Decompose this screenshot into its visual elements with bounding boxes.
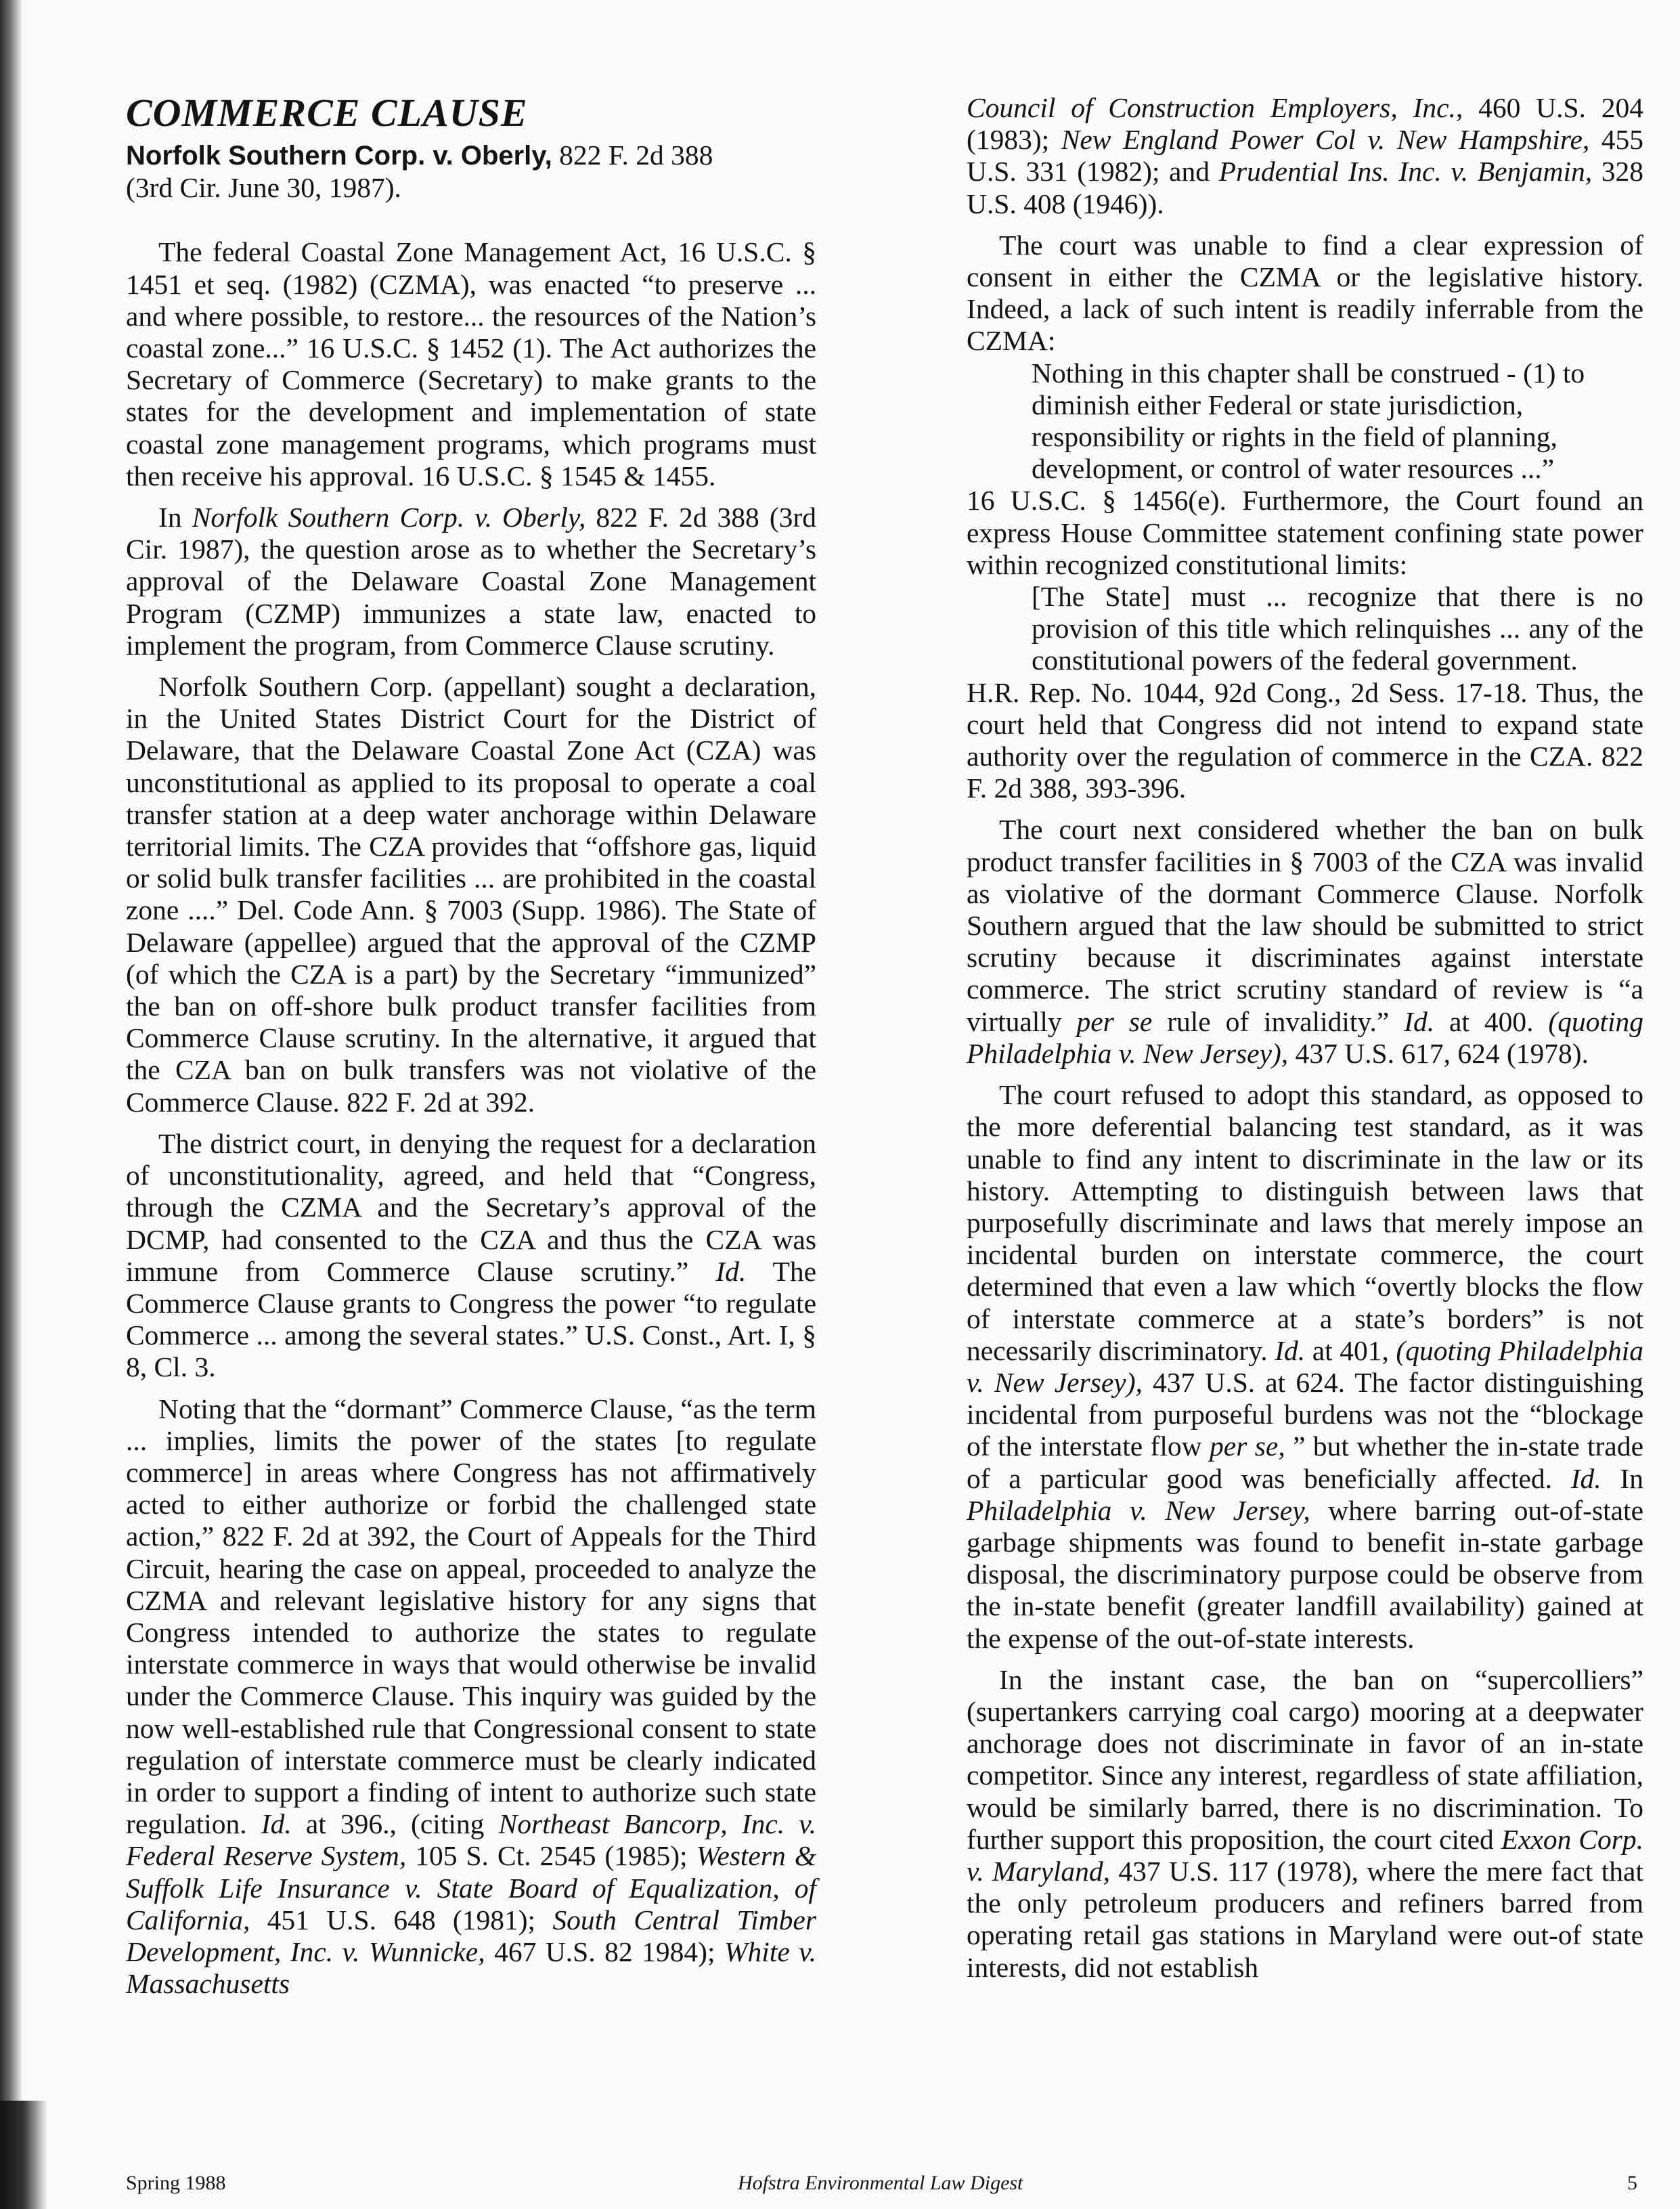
left-paragraph-5: Noting that the “dormant” Commerce Clause, “as the term ... implies, limits the power of the states [to regulate commerce] in areas where Congress has not affirmatively acted to either authorize or forbid the challenged state action,” 822 F. 2d at 392, the Court of Appeals for the Third Circuit, hearing the case on appeal, proceeded to analyze the CZMA and relevant legislative history for any signs that Congress intended to authorize the states to regulate interstate commerce in ways that would otherwise be invalid under the Commerce Clause. This inquiry was guided by the now well-established rule that Congressional consent to state regulation of interstate commerce must be clearly indicated in order to support a finding of intent to authorize such state regulation. Id. at 396., (citing Northeast Bancorp, Inc. v. Federal Reserve System, 105 S. Ct. 2545 (1985); Western & Suffolk Life Insurance v. State Board of Equalization, of California, 451 U.S. 648 (1981); South Central Timber Development, Inc. v. Wunnicke, 467 U.S. 82 1984); White v. Massachusetts bbox=[126, 1393, 817, 2000]
right-paragraph-3: 16 U.S.C. § 1456(e). Furthermore, the Court found an express House Committee statement confining state power within recognized constitutional limits: bbox=[967, 485, 1643, 580]
left-paragraph-4: The district court, in denying the request for a declaration of unconstitutionality, agreed, and held that “Congress, through the CZMA and the Secretary’s approval of the DCMP, had consented to the CZA and thus the CZA was immune from Commerce Clause scrutiny.” Id. The Commerce Clause grants to Congress the power “to regulate Commerce ... among the several states.” U.S. Const., Art. I, § 8, Cl. 3. bbox=[126, 1127, 816, 1383]
block-quote-2: [The State] must ... recognize that there is no provision of this title which relinquishes ... any of the constitutional powers of the federal government. bbox=[1032, 581, 1643, 676]
right-paragraph-4: H.R. Rep. No. 1044, 92d Cong., 2d Sess. 17-18. Thus, the court held that Congress did not intend to expand state authority over the regulation of commerce in the CZA. 822 F. 2d 388, 393-396. bbox=[967, 676, 1643, 804]
footer-publication: Hofstra Environmental Law Digest bbox=[738, 2172, 1023, 2194]
block-quote-1: Nothing in this chapter shall be construed - (1) to diminish either Federal or state jurisdiction, responsibility or rights in the field of planning, development, or control of water resources ...” bbox=[1032, 357, 1585, 485]
page-corner-shadow bbox=[0, 2101, 47, 2209]
right-paragraph-2: The court was unable to find a clear expression of consent in either the CZMA or the legislative history. Indeed, a lack of such intent is readily inferrable from the CZMA: bbox=[967, 229, 1643, 357]
section-heading: COMMERCE CLAUSE bbox=[126, 91, 528, 135]
right-paragraph-1: Council of Construction Employers, Inc., 460 U.S. 204 (1983); New England Power Col v. New Hampshire, 455 U.S. 331 (1982); and Prudential Ins. Inc. v. Benjamin, 328 U.S. 408 (1946)). bbox=[967, 92, 1644, 219]
left-paragraph-1: The federal Coastal Zone Management Act, 16 U.S.C. § 1451 et seq. (1982) (CZMA), was enacted “to preserve ... and where possible, to restore... the resources of the Nation’s coastal zone...” 16 U.S.C. § 1452 (1). The Act authorizes the Secretary of Commerce (Secretary) to make grants to the states for the development and implementation of state coastal zone management programs, which programs must then receive his approval. 16 U.S.C. § 1545 & 1455. bbox=[126, 236, 816, 491]
left-paragraph-2: In Norfolk Southern Corp. v. Oberly, 822 F. 2d 388 (3rd Cir. 1987), the question arose as to whether the Secretary’s approval of the Delaware Coastal Zone Management Program (CZMP) immunizes a state law, enacted to implement the program, from Commerce Clause scrutiny. bbox=[126, 502, 816, 661]
left-paragraph-3: Norfolk Southern Corp. (appellant) sought a declaration, in the United States District Court for the District of Delaware, that the Delaware Coastal Zone Act (CZA) was unconstitutional as applied to its proposal to operate a coal transfer station at a deep water anchorage within Delaware territorial limits. The CZA provides that “offshore gas, liquid or solid bulk transfer facilities ... are prohibited in the coastal zone ....” Del. Code Ann. § 7003 (Supp. 1986). The State of Delaware (appellee) argued that the approval of the CZMP (of which the CZA is a part) by the Secretary “immunized” the ban on off-shore bulk product transfer facilities from Commerce Clause scrutiny. In the alternative, it argued that the CZA ban on bulk transfers was not violative of the Commerce Clause. 822 F. 2d at 392. bbox=[126, 671, 816, 1118]
case-title bbox=[126, 139, 816, 204]
footer-issue: Spring 1988 bbox=[126, 2172, 226, 2194]
right-column bbox=[967, 92, 1643, 1984]
page-binding-shadow bbox=[0, 0, 23, 2209]
page-number: 5 bbox=[1627, 2172, 1637, 2194]
case-court-date: (3rd Cir. June 30, 1987). bbox=[126, 172, 401, 204]
right-paragraph-7: In the instant case, the ban on “supercolliers” (supertankers carrying coal cargo) mooring at a deepwater anchorage does not discriminate in favor of an in-state competitor. Since any interest, regardless of state affiliation, would be similarly barred, there is no discrimination. To further support this proposition, the court cited Exxon Corp. v. Maryland, 437 U.S. 117 (1978), where the mere fact that the only petroleum producers and refiners barred from operating retail gas stations in Maryland were out-of state interests, did not establish bbox=[967, 1663, 1643, 1983]
left-column bbox=[126, 92, 816, 2000]
right-paragraph-5: The court next considered whether the ban on bulk product transfer facilities in § 7003 of the CZA was invalid as violative of the dormant Commerce Clause. Norfolk Southern argued that the law should be submitted to strict scrutiny because it discriminates against interstate commerce. The strict scrutiny standard of review is “a virtually per se rule of invalidity.” Id. at 400. (quoting Philadelphia v. New Jersey), 437 U.S. 617, 624 (1978). bbox=[967, 814, 1644, 1069]
case-citation: 822 F. 2d 388 bbox=[552, 139, 713, 171]
case-name: Norfolk Southern Corp. v. Oberly, bbox=[126, 141, 552, 171]
right-paragraph-6: The court refused to adopt this standard, as opposed to the more deferential balancing test standard, as it was unable to find any intent to discriminate in the law or its history. Attempting to distinguish between laws that purposefully discriminate and laws that merely impose an incidental burden on interstate commerce, the court determined that even a law which “overtly blocks the flow of interstate commerce at a state’s borders” is not necessarily discriminatory. Id. at 401, (quoting Philadelphia v. New Jersey), 437 U.S. at 624. The factor distinguishing incidental from purposeful burdens was not the “blockage of the interstate flow per se, ” but whether the in-state trade of a particular good was beneficially affected. Id. In Philadelphia v. New Jersey, where barring out-of-state garbage shipments was found to benefit in-state garbage disposal, the discriminatory purpose could be observe from the in-state benefit (greater landfill availability) gained at the expense of the out-of-state interests. bbox=[967, 1079, 1644, 1654]
